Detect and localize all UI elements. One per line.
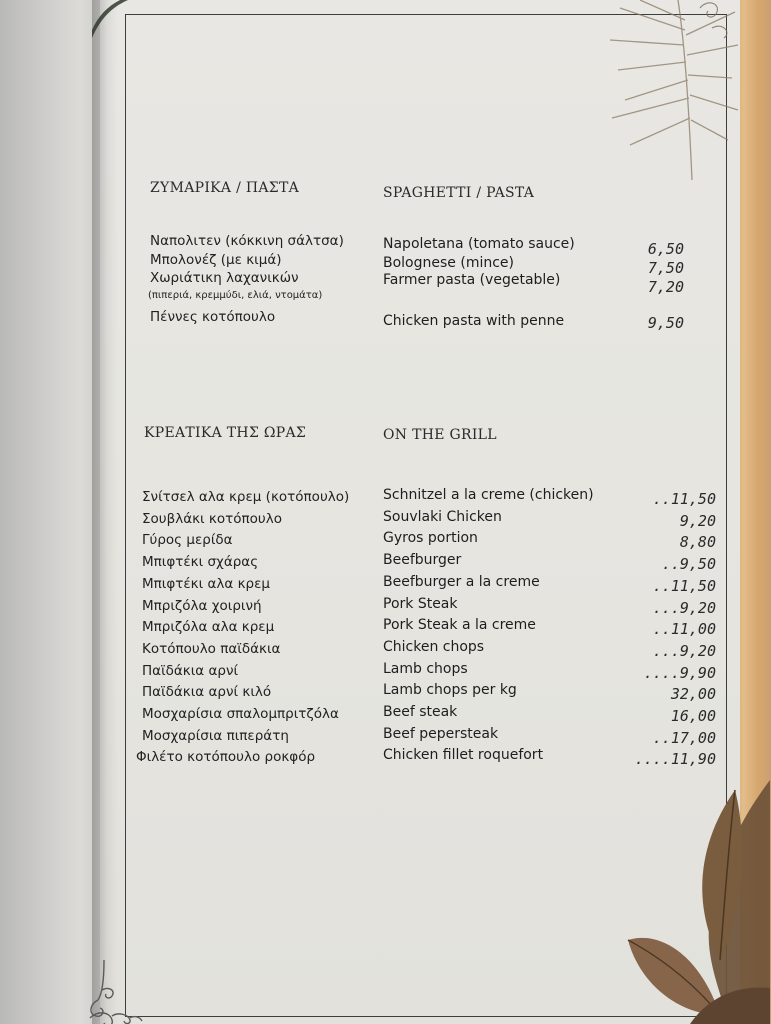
pasta-item-greek-detail: (πιπεριά, κρεμμύδι, ελιά, ντομάτα)	[148, 290, 323, 301]
grill-item-greek: Σουβλάκι κοτόπουλο	[142, 511, 282, 527]
pasta-item-greek: Πέννες κοτόπουλο	[150, 309, 276, 325]
grill-item-price: ..17,00	[652, 729, 716, 747]
pasta-title-greek: ΖΥΜΑΡΙΚΑ / ΠΑΣΤΑ	[150, 180, 300, 196]
pasta-item-english: Napoletana (tomato sauce)	[383, 236, 575, 252]
grill-item-greek: Μπριζόλα χοιρινή	[142, 598, 262, 614]
grill-item-english: Pork Steak	[383, 596, 458, 612]
grill-item-price: 32,00	[670, 685, 716, 703]
grill-item-english: Schnitzel a la creme (chicken)	[383, 487, 594, 503]
book-spine-shadow	[92, 0, 118, 1024]
grill-item-english: Lamb chops	[383, 661, 468, 677]
grill-item-english: Gyros portion	[383, 530, 478, 546]
grill-item-english: Beefburger a la creme	[383, 574, 540, 590]
pasta-item-greek: Ναπολιτεν (κόκκινη σάλτσα)	[150, 233, 344, 249]
swirl-ornament-icon	[84, 960, 144, 1024]
left-page-leaf-icon	[90, 0, 130, 40]
grill-item-price: ...9,20	[652, 599, 716, 617]
grill-item-price: ....11,90	[634, 750, 716, 768]
grill-item-greek: Κοτόπουλο παϊδάκια	[142, 641, 281, 657]
grill-item-greek: Παϊδάκια αρνί	[142, 663, 239, 679]
grill-title-greek: ΚΡΕΑΤΙΚΑ ΤΗΣ ΩΡΑΣ	[144, 425, 307, 441]
grill-item-english: Chicken chops	[383, 639, 485, 655]
left-page	[0, 0, 100, 1024]
grill-item-price: ..11,00	[652, 620, 716, 638]
grill-item-english: Chicken fillet roquefort	[383, 747, 544, 763]
grill-item-greek: Μπιφτέκι σχάρας	[142, 554, 259, 570]
pasta-item-english: Chicken pasta with penne	[383, 313, 565, 329]
grill-item-english: Lamb chops per kg	[383, 682, 517, 698]
pasta-item-english: Farmer pasta (vegetable)	[383, 272, 561, 288]
grill-item-greek: Μοσχαρίσια σπαλομπριτζόλα	[142, 706, 339, 722]
grill-item-english: Beef pepersteak	[383, 726, 499, 742]
grill-item-greek: Σνίτσελ αλα κρεμ (κοτόπουλο)	[142, 489, 350, 505]
pasta-item-english: Bolognese (mince)	[383, 255, 514, 271]
pasta-title-english: SPAGHETTI / PASTA	[383, 185, 535, 201]
grill-item-price: ....9,90	[643, 664, 716, 682]
grill-item-greek: Παϊδάκια αρνί κιλό	[142, 684, 272, 700]
grill-item-price: ...9,20	[652, 642, 716, 660]
grill-item-english: Beefburger	[383, 552, 462, 568]
grill-item-price: 16,00	[670, 707, 716, 725]
leaf-branch-icon	[600, 0, 740, 185]
grill-item-greek: Μοσχαρίσια πιπεράτη	[142, 728, 289, 744]
grill-title-english: ON THE GRILL	[383, 427, 497, 443]
grill-item-english: Pork Steak a la creme	[383, 617, 536, 633]
pasta-item-price: 6,50	[647, 240, 684, 258]
pasta-item-price: 9,50	[647, 314, 684, 332]
grill-item-english: Beef steak	[383, 704, 458, 720]
large-leaves-icon	[620, 780, 770, 1024]
grill-item-price: ..9,50	[661, 555, 716, 573]
pasta-item-price: 7,20	[647, 278, 684, 296]
grill-item-price: ..11,50	[652, 490, 716, 508]
grill-item-greek: Φιλέτο κοτόπουλο ροκφόρ	[136, 749, 316, 765]
pasta-item-price: 7,50	[647, 259, 684, 277]
grill-item-price: ..11,50	[652, 577, 716, 595]
grill-item-price: 9,20	[679, 512, 716, 530]
grill-item-greek: Γύρος μερίδα	[142, 532, 233, 548]
pasta-item-greek: Μπολονέζ (με κιμά)	[150, 252, 282, 268]
grill-item-greek: Μπιφτέκι αλα κρεμ	[142, 576, 270, 592]
grill-item-greek: Μπριζόλα αλα κρεμ	[142, 619, 275, 635]
grill-item-price: 8,80	[679, 533, 716, 551]
pasta-item-greek: Χωριάτικη λαχανικών	[150, 270, 299, 286]
grill-item-english: Souvlaki Chicken	[383, 509, 502, 525]
